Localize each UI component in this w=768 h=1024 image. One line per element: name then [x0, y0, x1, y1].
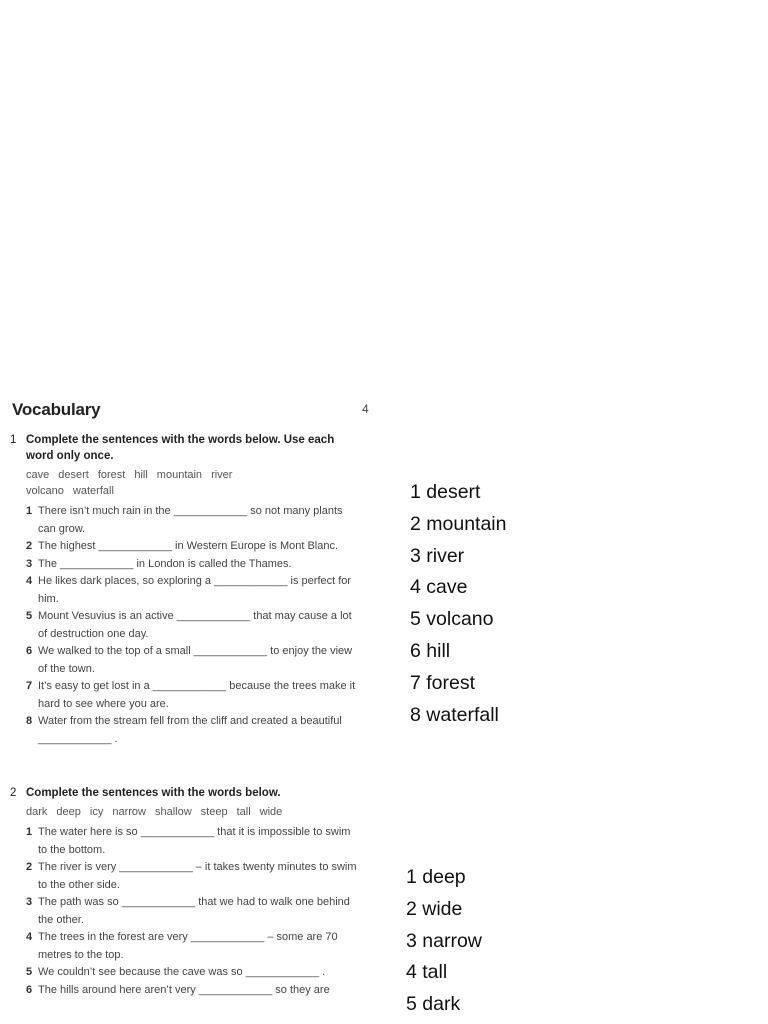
exercise-1-items	[26, 503, 360, 748]
exercise-1-word-bank	[26, 467, 360, 499]
item-text: The highest ____________ in Western Europe is Mont Blanc.	[38, 540, 339, 552]
exercise-2-word-bank	[26, 804, 360, 820]
word-bank-item: tall	[236, 806, 251, 818]
section-title: Vocabulary	[12, 400, 101, 419]
item-text: The trees in the forest are very ____________ – some are 70 metres to the top.	[38, 931, 338, 961]
exercise-item	[26, 713, 360, 748]
item-text: The river is very ____________ – it takes twenty minutes to swim to the other side.	[38, 861, 357, 891]
exercise-item	[26, 929, 360, 964]
item-number: 3	[26, 557, 33, 570]
exercise-1-header	[10, 432, 360, 464]
word-bank-item: wide	[259, 806, 283, 818]
word-bank-item: cave	[26, 469, 50, 481]
word-bank-item: icy	[89, 806, 104, 818]
word-bank-item: mountain	[156, 469, 203, 481]
answer: 5 dark	[406, 993, 461, 1016]
exercise-item	[26, 538, 360, 556]
word-bank-item: steep	[200, 806, 228, 818]
item-text: The ____________ in London is called the Thames.	[38, 557, 292, 570]
exercise-item	[26, 503, 360, 538]
word-bank-item: narrow	[112, 806, 146, 818]
answer: 4 cave	[410, 576, 468, 599]
answer: 7 forest	[410, 671, 476, 694]
answer: 6 hill	[410, 639, 451, 662]
exercise-2-number: 2	[10, 787, 17, 799]
item-text: It’s easy to get lost in a ____________ because the trees make it hard to see where you are.	[38, 680, 356, 710]
answer: 1 desert	[410, 481, 481, 503]
exercise-item	[26, 556, 360, 574]
item-number: 6	[26, 645, 33, 657]
exercise-1-instruction: Complete the sentences with the words below. Use each word only once.	[26, 434, 335, 462]
exercise-1-answers	[410, 477, 506, 731]
item-number: 5	[26, 610, 33, 622]
exercise-2-answers	[406, 862, 482, 1021]
answer: 5 volcano	[410, 608, 494, 631]
exercise-2-instruction: Complete the sentences with the words below.	[26, 787, 281, 799]
item-number: 7	[26, 680, 33, 692]
item-number: 8	[26, 715, 33, 727]
item-text: There isn’t much rain in the ____________ so not many plants can grow.	[38, 505, 343, 535]
item-number: 4	[26, 931, 33, 943]
answer: 2 wide	[406, 897, 463, 920]
item-text: We walked to the top of a small ____________ to enjoy the view of the town.	[38, 645, 353, 675]
word-bank-item: hill	[134, 469, 148, 481]
exercise-item	[26, 859, 360, 894]
item-number: 4	[26, 575, 33, 587]
word-bank-item: river	[211, 469, 233, 481]
item-number: 6	[26, 983, 33, 996]
item-text: He likes dark places, so exploring a ____________ is perfect for him.	[38, 575, 352, 605]
exercise-item	[26, 678, 360, 713]
exercise-item	[26, 824, 360, 859]
item-number: 5	[26, 966, 33, 978]
exercise-item	[26, 608, 360, 643]
exercise-1-number: 1	[10, 434, 17, 446]
word-bank-item: volcano	[26, 485, 64, 497]
exercise-item	[26, 982, 360, 1000]
answer: 3 narrow	[406, 929, 482, 952]
item-text: The water here is so ____________ that it is impossible to swim to the bottom.	[38, 826, 351, 856]
answer: 2 mountain	[410, 512, 507, 535]
item-text: We couldn’t see because the cave was so ____________ .	[38, 966, 326, 978]
exercise-2-header	[10, 785, 360, 801]
exercise-1	[10, 432, 360, 748]
word-bank-item: desert	[58, 469, 89, 481]
item-number: 1	[26, 505, 33, 517]
exercise-item	[26, 964, 360, 982]
item-text: Mount Vesuvius is an active ____________ that may cause a lot of destruction one day.	[38, 610, 352, 640]
answer: 1 deep	[406, 866, 466, 888]
word-bank-item: deep	[56, 806, 81, 818]
answer: 8 waterfall	[410, 703, 499, 726]
exercise-2	[10, 785, 360, 999]
word-bank-item: forest	[97, 469, 126, 481]
exercise-item	[26, 573, 360, 608]
page-number: 4	[362, 402, 369, 416]
worksheet-scan	[0, 396, 372, 1024]
exercise-item	[26, 894, 360, 929]
exercise-2-items	[26, 824, 360, 999]
item-number: 3	[26, 896, 33, 908]
word-bank-item: dark	[26, 806, 48, 818]
word-bank-item: waterfall	[72, 485, 114, 497]
answer: 3 river	[410, 544, 465, 567]
item-number: 2	[26, 540, 33, 552]
item-text: The path was so ____________ that we had to walk one behind the other.	[38, 896, 350, 926]
item-text: The hills around here aren’t very ____________ so they are	[38, 983, 330, 996]
exercise-item	[26, 643, 360, 678]
word-bank-item: shallow	[154, 806, 192, 818]
item-number: 2	[26, 861, 33, 873]
answer: 4 tall	[406, 961, 448, 984]
item-number: 1	[26, 826, 33, 838]
item-text: Water from the stream fell from the cliff and created a beautiful ____________ .	[38, 715, 342, 745]
